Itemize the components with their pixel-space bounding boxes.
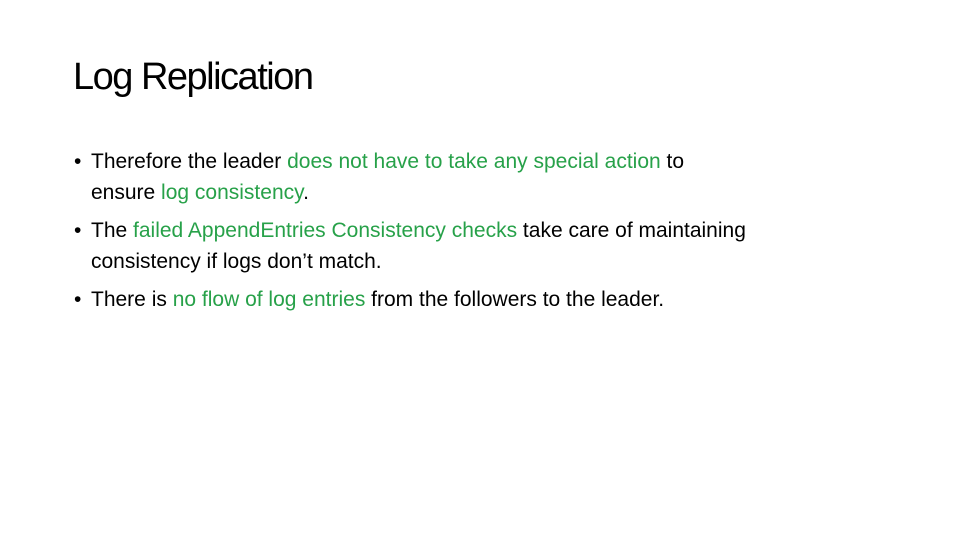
bullet-dot: • [74,150,82,173]
bullet-item [74,284,914,315]
highlighted-text: failed AppendEntries Consistency checks [133,219,518,242]
bullet-text: to [660,150,685,173]
bullet-dot: • [74,288,82,311]
bullet-list [74,146,914,322]
bullet-text: take care of maintaining [517,219,746,242]
bullet-line [91,177,914,208]
bullet-text: consistency if logs don’t match. [91,250,382,273]
bullet-item [74,215,914,277]
bullet-line [91,146,914,177]
slide-title: Log Replication [73,56,313,98]
bullet-text: The [91,219,134,242]
bullet-dot: • [74,219,82,242]
bullet-line [91,284,914,315]
bullet-line [91,246,914,277]
highlighted-text: log consistency [161,181,304,204]
bullet-text: . [303,181,309,204]
bullet-text: Therefore the leader [91,150,288,173]
bullet-text: from the followers to the leader. [365,288,665,311]
highlighted-text: no flow of log entries [172,288,366,311]
bullet-text: ensure [91,181,162,204]
bullet-line [91,215,914,246]
bullet-item [74,146,914,208]
highlighted-text: does not have to take any special action [287,150,661,173]
bullet-text: There is [91,288,173,311]
